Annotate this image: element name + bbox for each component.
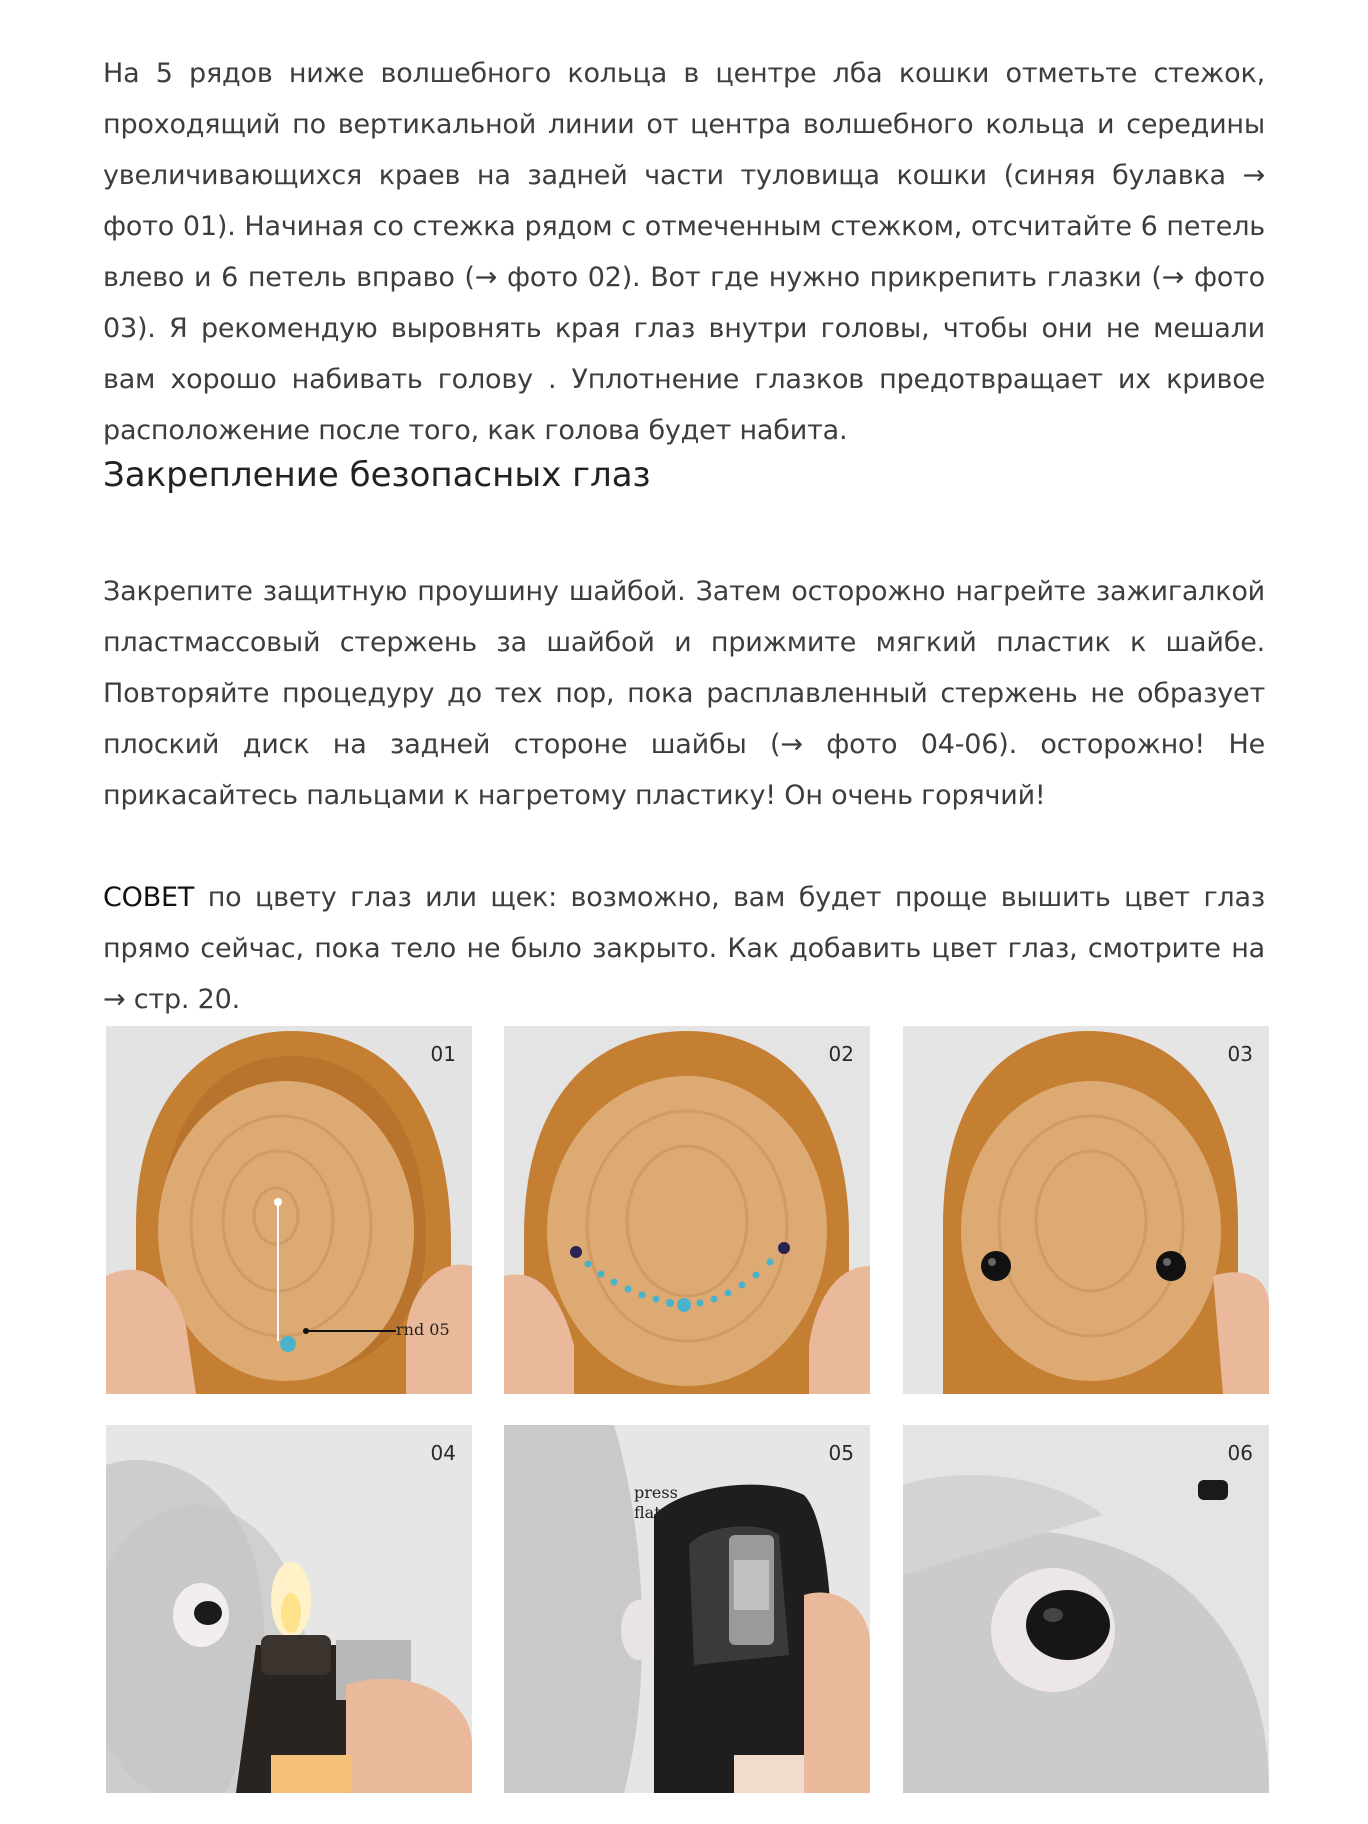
photo-number: 01	[430, 1042, 456, 1066]
photo-number: 04	[430, 1441, 456, 1465]
photo-annotation: rnd 05	[396, 1320, 450, 1339]
photo-05	[504, 1425, 870, 1793]
intro-paragraph: На 5 рядов ниже волшебного кольца в центре лба кошки отметьте стежок, проходящий по вертикальной линии от центра волшебного кольца и середины увеличивающихся краев на задней части туловища кошки (синяя булавка → фото 01). Начиная со стежка рядом с отмеченным стежком, отсчитайте 6 петель влево и 6 петель вправо (→ фото 02). Вот где нужно прикрепить глазки (→ фото 03). Я рекомендую выровнять края глаз внутри головы, чтобы они не мешали вам хорошо набивать голову . Уплотнение глазков предотвращает их кривое расположение после того, как голова будет набита.	[103, 58, 1265, 446]
photo-06	[903, 1425, 1269, 1793]
section-heading: Закрепление безопасных глаз	[103, 455, 651, 495]
photo-04	[106, 1425, 472, 1793]
photo-number: 02	[828, 1042, 854, 1066]
photo-01	[106, 1026, 472, 1394]
tip-label: СОВЕТ	[103, 882, 195, 913]
lighter-pressing-illustration	[504, 1425, 870, 1793]
lighter-heating-illustration	[106, 1425, 472, 1793]
fixing-paragraph: Закрепите защитную проушину шайбой. Затем осторожно нагрейте зажигалкой пластмассовый стержень за шайбой и прижмите мягкий пластик к шайбе. Повторяйте процедуру до тех пор, пока расплавленный стержень не образует плоский диск на задней стороне шайбы (→ фото 04-06). осторожно! Не прикасайтесь пальцами к нагретому пластику! Он очень горячий!	[103, 576, 1265, 811]
flattened-eye-illustration	[903, 1425, 1269, 1793]
tip-paragraph	[103, 872, 1265, 1025]
photo-number: 03	[1227, 1042, 1253, 1066]
tip-text: по цвету глаз или щек: возможно, вам будет проще вышить цвет глаз прямо сейчас, пока тело не было закрыто. Как добавить цвет глаз, смотрите на → стр. 20.	[103, 882, 1265, 1015]
crochet-head-illustration	[504, 1026, 870, 1394]
photo-number: 05	[828, 1441, 854, 1465]
photo-annotation: press flat	[634, 1483, 678, 1522]
photo-03	[903, 1026, 1269, 1394]
crochet-head-illustration	[903, 1026, 1269, 1394]
photo-number: 06	[1227, 1441, 1253, 1465]
photo-02	[504, 1026, 870, 1394]
